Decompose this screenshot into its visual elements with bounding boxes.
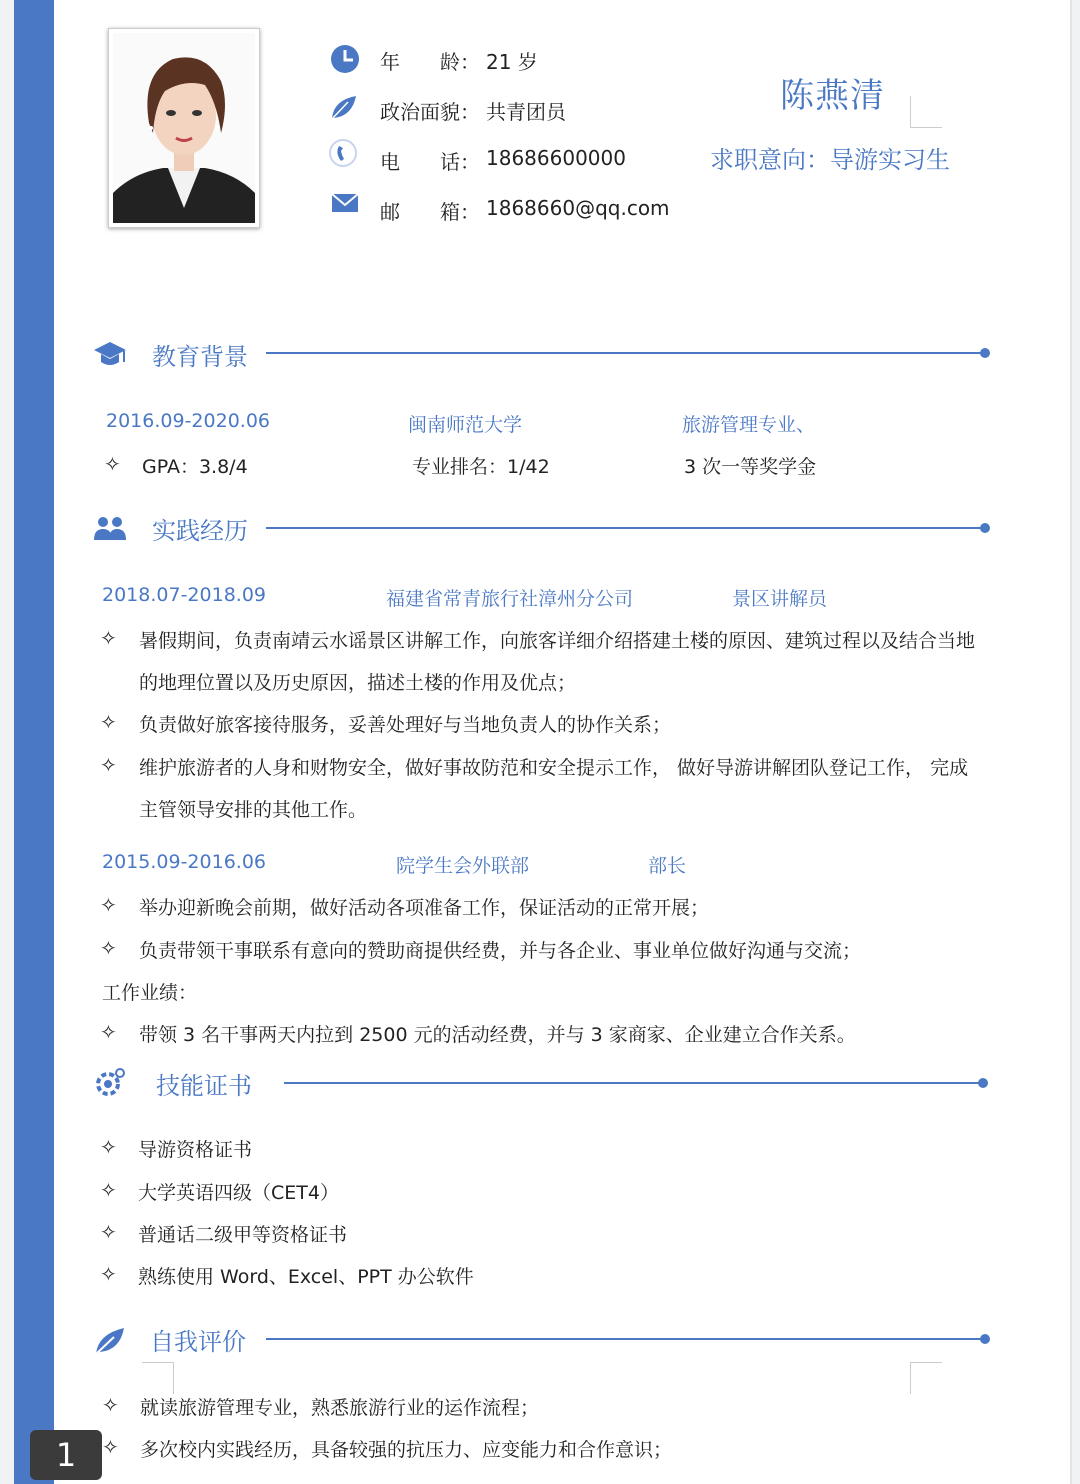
practice-1-role: 景区讲解员: [732, 588, 828, 610]
self-eval-title: 自我评价: [150, 1328, 246, 1356]
phone-icon: [328, 138, 358, 168]
bullet-icon: ✧: [100, 1178, 117, 1202]
job-intent: 求职意向：导游实习生: [710, 146, 950, 174]
skills-divider-dot: [978, 1078, 988, 1088]
email-value: 1868660@qq.com: [486, 196, 670, 220]
practice-1-line: 维护旅游者的人身和财物安全，做好事故防范和安全提示工作， 做好导游讲解团队登记工作， 完成: [139, 757, 969, 779]
practice-1-period: 2018.07-2018.09: [102, 584, 266, 606]
bullet-icon: ✧: [104, 452, 121, 476]
practice-2-line: 负责带领干事联系有意向的赞助商提供经费，并与各企业、事业单位做好沟通与交流；: [139, 940, 862, 962]
skill-item: 熟练使用 Word、Excel、PPT 办公软件: [138, 1266, 474, 1288]
practice-1-line: 暑假期间，负责南靖云水谣景区讲解工作，向旅客详细介绍搭建土楼的原因、建筑过程以及结合当地: [139, 630, 976, 652]
education-rank: 专业排名：1/42: [412, 456, 550, 478]
practice-1-line: 的地理位置以及历史原因，描述土楼的作用及优点；: [139, 672, 577, 694]
practice-2-org: 院学生会外联部: [396, 855, 530, 877]
feather-icon: [92, 1324, 128, 1358]
practice-2-achievement-label: 工作业绩：: [102, 982, 198, 1004]
education-major: 旅游管理专业、: [682, 414, 816, 436]
page-edge: [1070, 0, 1072, 1484]
bullet-icon: ✧: [100, 1135, 117, 1159]
practice-1-line: 主管领导安排的其他工作。: [139, 799, 368, 821]
page-number-badge: 1: [30, 1430, 102, 1480]
people-icon: [92, 512, 128, 546]
portrait-image: [113, 33, 255, 223]
bullet-icon: ✧: [100, 893, 117, 917]
practice-1-line: 负责做好旅客接待服务，妥善处理好与当地负责人的协作关系；: [139, 714, 672, 736]
bullet-icon: ✧: [100, 753, 117, 777]
education-scholarship: 3 次一等奖学金: [684, 456, 817, 478]
gear-icon: [92, 1066, 128, 1100]
skill-item: 普通话二级甲等资格证书: [138, 1224, 348, 1246]
profile-photo: [108, 28, 260, 228]
skills-title: 技能证书: [156, 1072, 252, 1100]
practice-2-line: 举办迎新晚会前期，做好活动各项准备工作，保证活动的正常开展；: [139, 897, 710, 919]
practice-2-role: 部长: [648, 855, 687, 877]
skill-item: 大学英语四级（CET4）: [138, 1182, 339, 1204]
bullet-icon: ✧: [100, 710, 117, 734]
education-school: 闽南师范大学: [408, 414, 523, 436]
phone-label: 电 话：: [380, 150, 480, 174]
education-title: 教育背景: [152, 343, 248, 371]
mail-icon: [330, 188, 360, 218]
self-eval-divider: [266, 1338, 984, 1340]
education-gpa: GPA：3.8/4: [142, 456, 248, 478]
candidate-name: 陈燕清: [780, 76, 885, 116]
bullet-icon: ✧: [102, 1435, 119, 1459]
corner-decoration: [910, 96, 942, 128]
bullet-icon: ✧: [100, 1020, 117, 1044]
leaf-icon: [328, 92, 358, 122]
politics-value: 共青团员: [486, 100, 566, 124]
bullet-icon: ✧: [100, 626, 117, 650]
email-label: 邮 箱：: [380, 200, 480, 224]
age-value: 21 岁: [486, 50, 538, 74]
phone-value: 18686600000: [486, 146, 626, 170]
education-period: 2016.09-2020.06: [106, 410, 270, 432]
practice-divider-dot: [980, 523, 990, 533]
self-eval-item: 就读旅游管理专业，熟悉旅游行业的运作流程；: [140, 1397, 540, 1419]
self-eval-divider-dot: [980, 1334, 990, 1344]
bullet-icon: ✧: [100, 1262, 117, 1286]
education-divider-dot: [980, 348, 990, 358]
skills-divider: [284, 1082, 984, 1084]
graduation-cap-icon: [92, 338, 128, 372]
politics-label: 政治面貌：: [380, 100, 480, 124]
age-label: 年 龄：: [380, 50, 480, 74]
left-accent-bar: [14, 0, 54, 1484]
clock-icon: [330, 44, 360, 74]
bullet-icon: ✧: [100, 1220, 117, 1244]
practice-title: 实践经历: [152, 517, 248, 545]
resume-page: [14, 0, 1072, 1484]
bullet-icon: ✧: [102, 1393, 119, 1417]
practice-divider: [266, 527, 984, 529]
corner-decoration: [910, 1362, 942, 1394]
self-eval-item: 多次校内实践经历，具备较强的抗压力、应变能力和合作意识；: [140, 1439, 673, 1461]
skill-item: 导游资格证书: [138, 1139, 253, 1161]
education-divider: [266, 352, 984, 354]
practice-2-period: 2015.09-2016.06: [102, 851, 266, 873]
practice-1-org: 福建省常青旅行社漳州分公司: [386, 588, 634, 610]
corner-decoration: [142, 1362, 174, 1394]
practice-2-line: 带领 3 名干事两天内拉到 2500 元的活动经费，并与 3 家商家、企业建立合作关系。: [139, 1024, 856, 1046]
bullet-icon: ✧: [100, 936, 117, 960]
